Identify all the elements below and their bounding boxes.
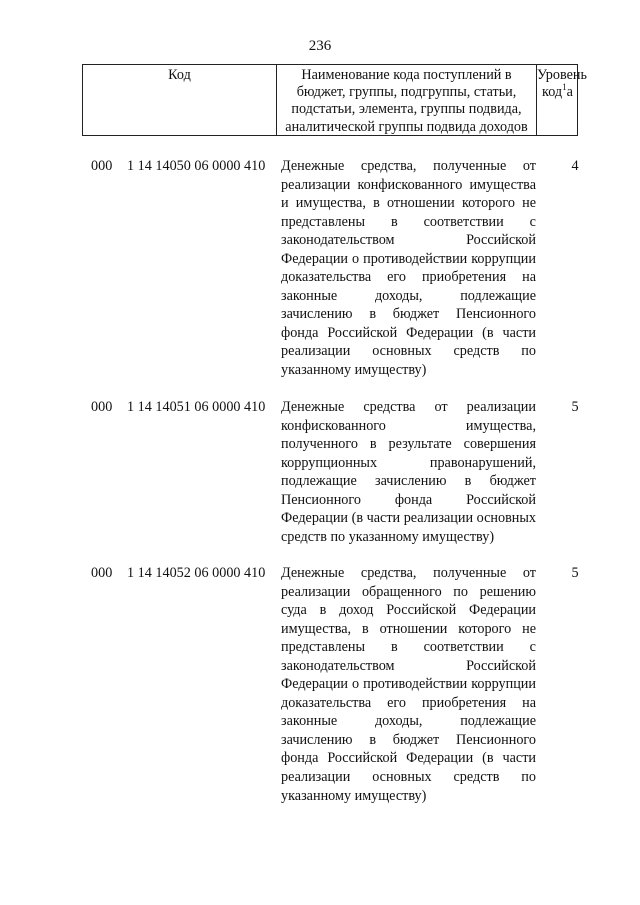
header-name: Наименование кода поступлений в бюджет, группы, подгруппы, статьи, подстатьи, элемента, группы подвида, аналитической группы подвида доходов: [276, 65, 537, 135]
page-number: 236: [308, 38, 332, 54]
row-prefix: 000: [91, 158, 113, 174]
row-prefix: 000: [91, 399, 113, 415]
header-level-tail: а: [566, 84, 573, 101]
header-level: [537, 65, 587, 135]
row-code: 1 14 14051 06 0000 410: [127, 399, 266, 415]
table-header: [82, 64, 587, 136]
footnote-marker: 1: [562, 82, 567, 93]
header-level-label: Уровень код: [537, 67, 587, 101]
row-prefix: 000: [91, 565, 113, 581]
row-description: Денежные средства от реализации конфискованного имущества, полученного в результате совершения коррупционных правонарушений, подлежащие зачислению в бюджет Пенсионного фонда Российской Федерации (в части реализации основных средств по указанному имуществу): [281, 399, 536, 545]
row-level: 4: [571, 158, 579, 174]
row-description: Денежные средства, полученные от реализации обращенного по решению суда в доход Российской Федерации имущества, в отношении которого не представлены в соответствии с законодательством Российской Федерации о противодействии коррупции доказательства его приобретения на законные доходы, подлежащие зачислению в бюджет Пенсионного фонда Российской Федерации (в части реализации основных средств по указанному имуществу): [281, 565, 536, 804]
row-level: 5: [571, 399, 579, 415]
row-code: 1 14 14050 06 0000 410: [127, 158, 266, 174]
row-level: 5: [571, 565, 579, 581]
row-code: 1 14 14052 06 0000 410: [127, 565, 266, 581]
header-code: Код: [168, 67, 191, 83]
row-description: Денежные средства, полученные от реализации конфискованного имущества и имущества, в отношении которого не представлены в соответствии с законодательством Российской Федерации о противодействии коррупции доказательства его приобретения на законные доходы, подлежащие зачислению в бюджет Пенсионного фонда Российской Федерации (в части реализации основных средств по указанному имуществу): [281, 158, 536, 379]
